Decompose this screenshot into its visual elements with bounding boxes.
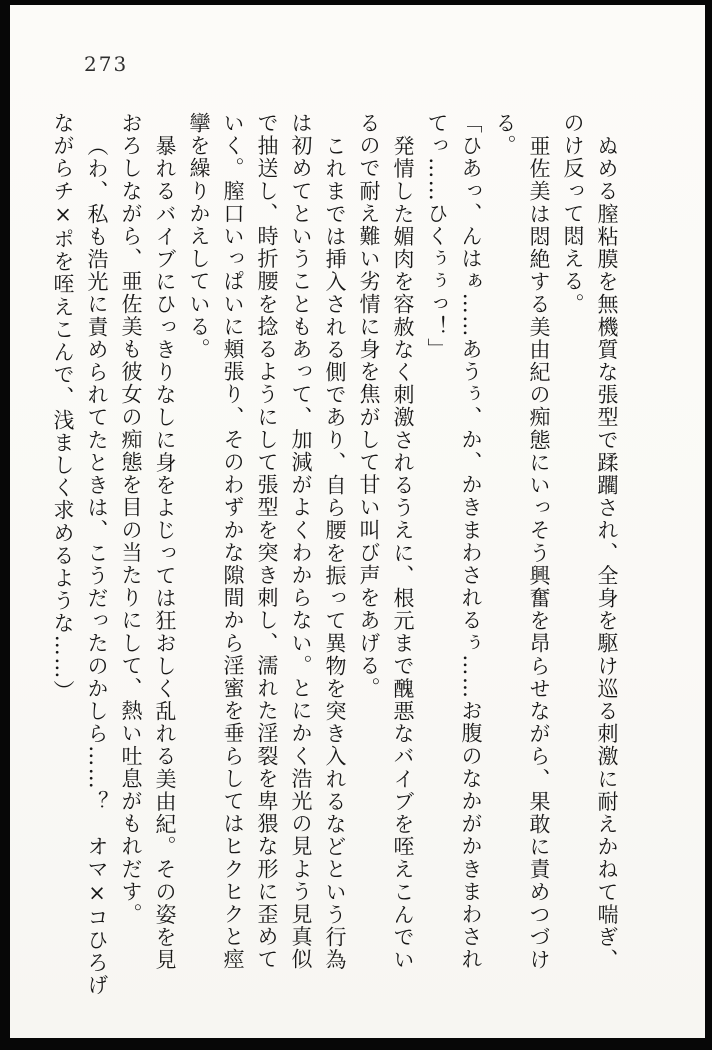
page-number: 273 (84, 52, 129, 76)
text-line: おろしながら、亜佐美も彼女の痴態を目の当たりにして、熱い吐息がもれだす。 (119, 112, 143, 926)
text-line: は初めてということもあって、加減がよくわからない。とにかく浩光の見よう見真似 (289, 112, 313, 971)
text-line: 発情した媚肉を容赦なく刺激されるうえに、根元まで醜悪なバイブを咥えこんでい (391, 135, 415, 972)
text-line: （わ、私も浩光に責められてたときは、こうだったのかしら……？ オマ×コひろげ (85, 135, 109, 997)
text-line: てっ……ひくぅぅっ！」 (425, 112, 449, 361)
text-line: ながらチ×ポを咥えこんで、浅ましく求めるような……） (51, 112, 75, 703)
text-line: 攣を繰りかえしている。 (187, 112, 211, 361)
text-line: 亜佐美は悶絶する美由紀の痴態にいっそう興奮を昂らせながら、果敢に責めつづけ (527, 135, 551, 972)
book-page (10, 5, 705, 1038)
text-line: のけ反って悶える。 (561, 112, 585, 316)
text-line: 「ひあっ、んはぁ……あうぅ、か、かきまわされるぅ……お腹のなかがかきまわされ (459, 112, 483, 971)
text-line: る。 (493, 112, 517, 158)
vertical-text-block (46, 112, 624, 997)
text-line: 暴れるバイブにひっきりなしに身をよじっては狂おしく乱れる美由紀。その姿を見 (153, 135, 177, 972)
text-line: で抽送し、時折腰を捻るようにして張型を突き刺し、濡れた淫裂を卑猥な形に歪めて (255, 112, 279, 971)
text-line: これまでは挿入される側であり、自ら腰を振って異物を突き入れるなどという行為 (323, 135, 347, 972)
text-line: るので耐え難い劣情に身を焦がして甘い叫び声をあげる。 (357, 112, 381, 700)
text-line: いく。膣口いっぱいに頬張り、そのわずかな隙間から淫蜜を垂らしてはヒクヒクと痙 (221, 112, 245, 971)
text-line: ぬめる膣粘膜を無機質な張型で蹂躙され、全身を駆け巡る刺激に耐えかねて喘ぎ、 (595, 135, 619, 972)
